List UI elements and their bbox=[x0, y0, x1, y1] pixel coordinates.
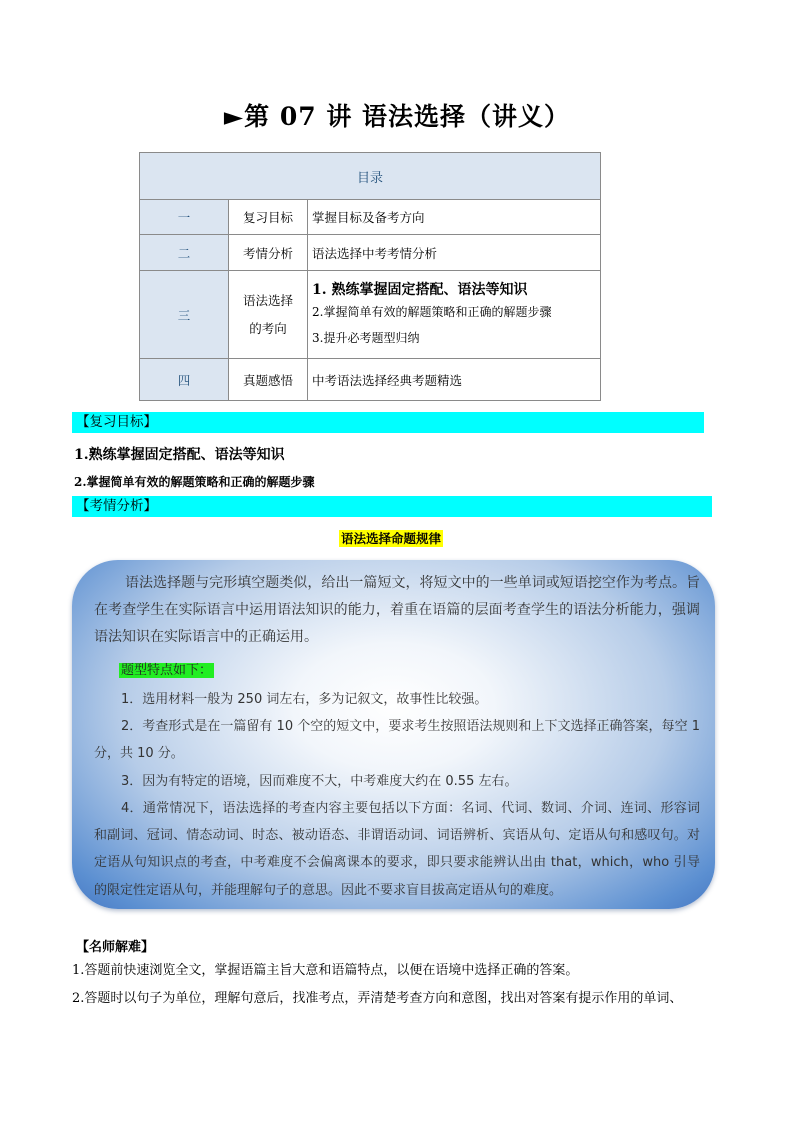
feature-item: 1．选用材料一般为 250 词左右，多为记叙文，故事性比较强。 bbox=[121, 692, 488, 707]
toc-row-name-line2: 的考向 bbox=[249, 320, 287, 336]
toc-row-name bbox=[229, 271, 308, 359]
toc-row-number: 四 bbox=[140, 359, 229, 401]
tip-item-2: 2.答题时以句子为单位，理解句意后，找准考点，弄清楚考查方向和意图，找出对答案有提示作用的单词、 bbox=[72, 991, 683, 1006]
feature-item: 4．通常情况下，语法选择的考查内容主要包括以下方面：名词、代词、数词、介词、连词、形容词和副词、冠词、情态动词、时态、被动语态、非谓语动词、词语辨析、宾语从句、定语从句和感叹句。对定语从句知识点的考查，中考难度不会偏离课本的要求，即只要求能辨认出由 that，which，who 引导的限定性定语从句，并能理解句子的意思。因此不要求盲目拔高定语从句的难度。 bbox=[94, 801, 700, 898]
toc-row-name: 考情分析 bbox=[229, 235, 308, 271]
toc-row-number: 二 bbox=[140, 235, 229, 271]
table-of-contents bbox=[139, 152, 601, 401]
rule-title: 语法选择命题规律 bbox=[341, 531, 442, 546]
intro-paragraph: 语法选择题与完形填空题类似，给出一篇短文，将短文中的一些单词或短语挖空作为考点。旨在考查学生在实际语言中运用语法知识的能力，着重在语篇的层面考查学生的语法分析能力，强调语法知识在实际语言中的正确运用。 bbox=[94, 575, 700, 646]
toc-row-name-line1: 语法选择 bbox=[242, 292, 293, 308]
page-title: ►第 07 讲 语法选择（讲义） bbox=[223, 102, 571, 131]
toc-row-name: 真题感悟 bbox=[229, 359, 308, 401]
toc-desc-line1: 1. 熟练掌握固定搭配、语法等知识 bbox=[312, 281, 528, 298]
features-label-text: 题型特点如下： bbox=[121, 663, 213, 678]
toc-row-name: 复习目标 bbox=[229, 200, 308, 235]
exam-analysis-panel bbox=[72, 560, 715, 909]
toc-row-desc: 中考语法选择经典考题精选 bbox=[308, 359, 601, 401]
toc-desc-line2: 2.掌握简单有效的解题策略和正确的解题步骤 bbox=[312, 304, 552, 319]
section-bar-exam-analysis: 【考情分析】 bbox=[72, 496, 712, 517]
toc-row-number: 三 bbox=[140, 271, 229, 359]
toc-heading: 目录 bbox=[140, 153, 601, 200]
goal-item-2: 2.掌握简单有效的解题策略和正确的解题步骤 bbox=[74, 475, 315, 489]
toc-desc-line3: 3.提升必考题型归纳 bbox=[312, 330, 420, 345]
section-heading-teacher-tips: 【名师解难】 bbox=[76, 940, 155, 955]
section-bar-review-goals: 【复习目标】 bbox=[72, 412, 704, 433]
toc-row-desc: 语法选择中考考情分析 bbox=[308, 235, 601, 271]
toc-row-desc: 掌握目标及备考方向 bbox=[308, 200, 601, 235]
goal-item-1: 1.熟练掌握固定搭配、语法等知识 bbox=[74, 447, 285, 463]
tip-item-1: 1.答题前快速浏览全文，掌握语篇主旨大意和语篇特点，以便在语境中选择正确的答案。 bbox=[72, 963, 579, 978]
toc-row-number: 一 bbox=[140, 200, 229, 235]
features-label bbox=[119, 660, 214, 682]
toc-row-desc bbox=[308, 271, 601, 359]
feature-item: 2．考查形式是在一篇留有 10 个空的短文中，要求考生按照语法规则和上下文选择正确答案，每空 1 分，共 10 分。 bbox=[94, 719, 700, 762]
feature-item: 3．因为有特定的语境，因而难度不大，中考难度大约在 0.55 左右。 bbox=[121, 774, 518, 789]
